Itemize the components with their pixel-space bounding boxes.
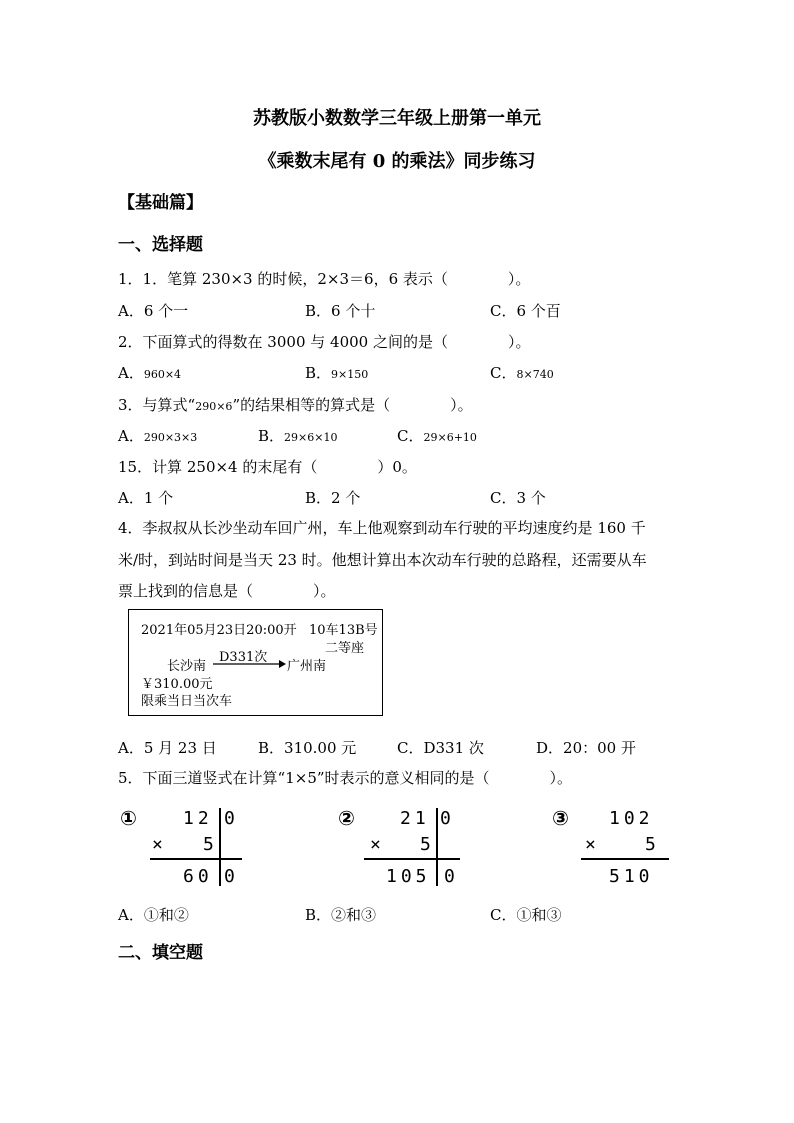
ticket-price: ￥310.00元 bbox=[141, 677, 213, 692]
calc-1-multiplier: 5 bbox=[203, 834, 214, 855]
calc-1-divider bbox=[219, 808, 221, 886]
q5-option-b: B．②和③ bbox=[305, 906, 377, 924]
question-4-line2: 米/时，到站时间是当天 23 时。他想计算出本次动车行驶的总路程，还需要从车 bbox=[118, 551, 647, 569]
question-5: 5．下面三道竖式在计算“1×5”时表示的意义相同的是（ ）。 bbox=[118, 769, 573, 787]
doc-title-line1: 苏教版小数数学三年级上册第一单元 bbox=[253, 108, 541, 129]
vertical-calc-1 bbox=[140, 806, 250, 891]
question-2: 2．下面算式的得数在 3000 与 4000 之间的是（ ）。 bbox=[118, 333, 531, 351]
calc-3-times: × bbox=[585, 834, 596, 855]
ticket-to-station: 广州南 bbox=[287, 659, 327, 674]
q2-option-b: B．9×150 bbox=[305, 364, 369, 382]
q1-option-b: B．6 个十 bbox=[305, 302, 376, 320]
calc-1-top-tail: 0 bbox=[224, 808, 235, 829]
calc-1-times: × bbox=[152, 834, 163, 855]
vertical-calc-3 bbox=[575, 806, 675, 891]
q2-option-a: A．960×4 bbox=[118, 364, 182, 382]
q5-option-a: A．①和② bbox=[118, 906, 189, 924]
ticket-from-station: 长沙南 bbox=[167, 659, 207, 674]
section2-title: 二、填空题 bbox=[118, 943, 203, 963]
calc-2-multiplier: 5 bbox=[420, 834, 431, 855]
q3-option-b: B．29×6×10 bbox=[258, 427, 338, 445]
calc-1-label: ① bbox=[120, 806, 137, 830]
q4-option-b: B．310.00 元 bbox=[258, 739, 357, 757]
calc-2-times: × bbox=[370, 834, 381, 855]
ticket-arrow-icon bbox=[211, 658, 287, 670]
level-label: 【基础篇】 bbox=[118, 193, 203, 213]
calc-2-label: ② bbox=[338, 806, 355, 830]
question-3: 3．与算式“290×6”的结果相等的算式是（ ）。 bbox=[118, 396, 473, 414]
calc-1-top: 12 bbox=[183, 808, 213, 829]
calc-3-top: 102 bbox=[609, 808, 654, 829]
q15-option-b: B．2 个 bbox=[305, 489, 361, 507]
ticket-seat: 10车13B号 bbox=[309, 623, 378, 638]
section1-title: 一、选择题 bbox=[118, 235, 203, 255]
q15-option-c: C．3 个 bbox=[490, 489, 546, 507]
calc-2-top: 21 bbox=[400, 808, 430, 829]
train-ticket bbox=[128, 609, 383, 716]
calc-3-rule bbox=[581, 858, 669, 860]
question-4-line3: 票上找到的信息是（ ）。 bbox=[118, 582, 336, 600]
doc-title-line2: 《乘数末尾有 0 的乘法》同步练习 bbox=[258, 151, 536, 172]
q5-option-c: C．①和③ bbox=[490, 906, 562, 924]
q15-option-a: A．1 个 bbox=[118, 489, 174, 507]
calc-2-result: 105 bbox=[386, 866, 431, 887]
calc-3-result: 510 bbox=[609, 866, 654, 887]
question-1: 1．1．笔算 230×3 的时候，2×3＝6，6 表示（ ）。 bbox=[118, 270, 531, 288]
ticket-train-number: D331次 bbox=[219, 650, 268, 665]
q4-option-c: C．D331 次 bbox=[397, 739, 484, 757]
q1-option-c: C．6 个百 bbox=[490, 302, 561, 320]
calc-2-result-tail: 0 bbox=[444, 866, 455, 887]
q4-option-d: D．20：00 开 bbox=[536, 739, 636, 757]
ticket-note: 限乘当日当次车 bbox=[141, 694, 233, 709]
calc-2-divider bbox=[436, 808, 438, 886]
question-15: 15．计算 250×4 的末尾有（ ）0。 bbox=[118, 458, 417, 476]
q1-option-a: A．6 个一 bbox=[118, 302, 189, 320]
calc-3-multiplier: 5 bbox=[645, 834, 656, 855]
calc-1-result-tail: 0 bbox=[224, 866, 235, 887]
q3-option-c: C．29×6+10 bbox=[397, 427, 477, 445]
vertical-calc-2 bbox=[360, 806, 470, 891]
calc-2-top-tail: 0 bbox=[440, 808, 451, 829]
ticket-seat-class: 二等座 bbox=[325, 641, 365, 656]
calc-1-result: 60 bbox=[183, 866, 213, 887]
calc-1-rule bbox=[150, 858, 242, 860]
calc-2-rule bbox=[364, 858, 460, 860]
ticket-datetime: 2021年05月23日20:00开 bbox=[141, 623, 297, 638]
question-4-line1: 4．李叔叔从长沙坐动车回广州，车上他观察到动车行驶的平均速度约是 160 千 bbox=[118, 519, 646, 537]
q4-option-a: A．5 月 23 日 bbox=[118, 739, 217, 757]
q3-option-a: A．290×3×3 bbox=[118, 427, 198, 445]
calc-3-label: ③ bbox=[552, 806, 569, 830]
q2-option-c: C．8×740 bbox=[490, 364, 554, 382]
